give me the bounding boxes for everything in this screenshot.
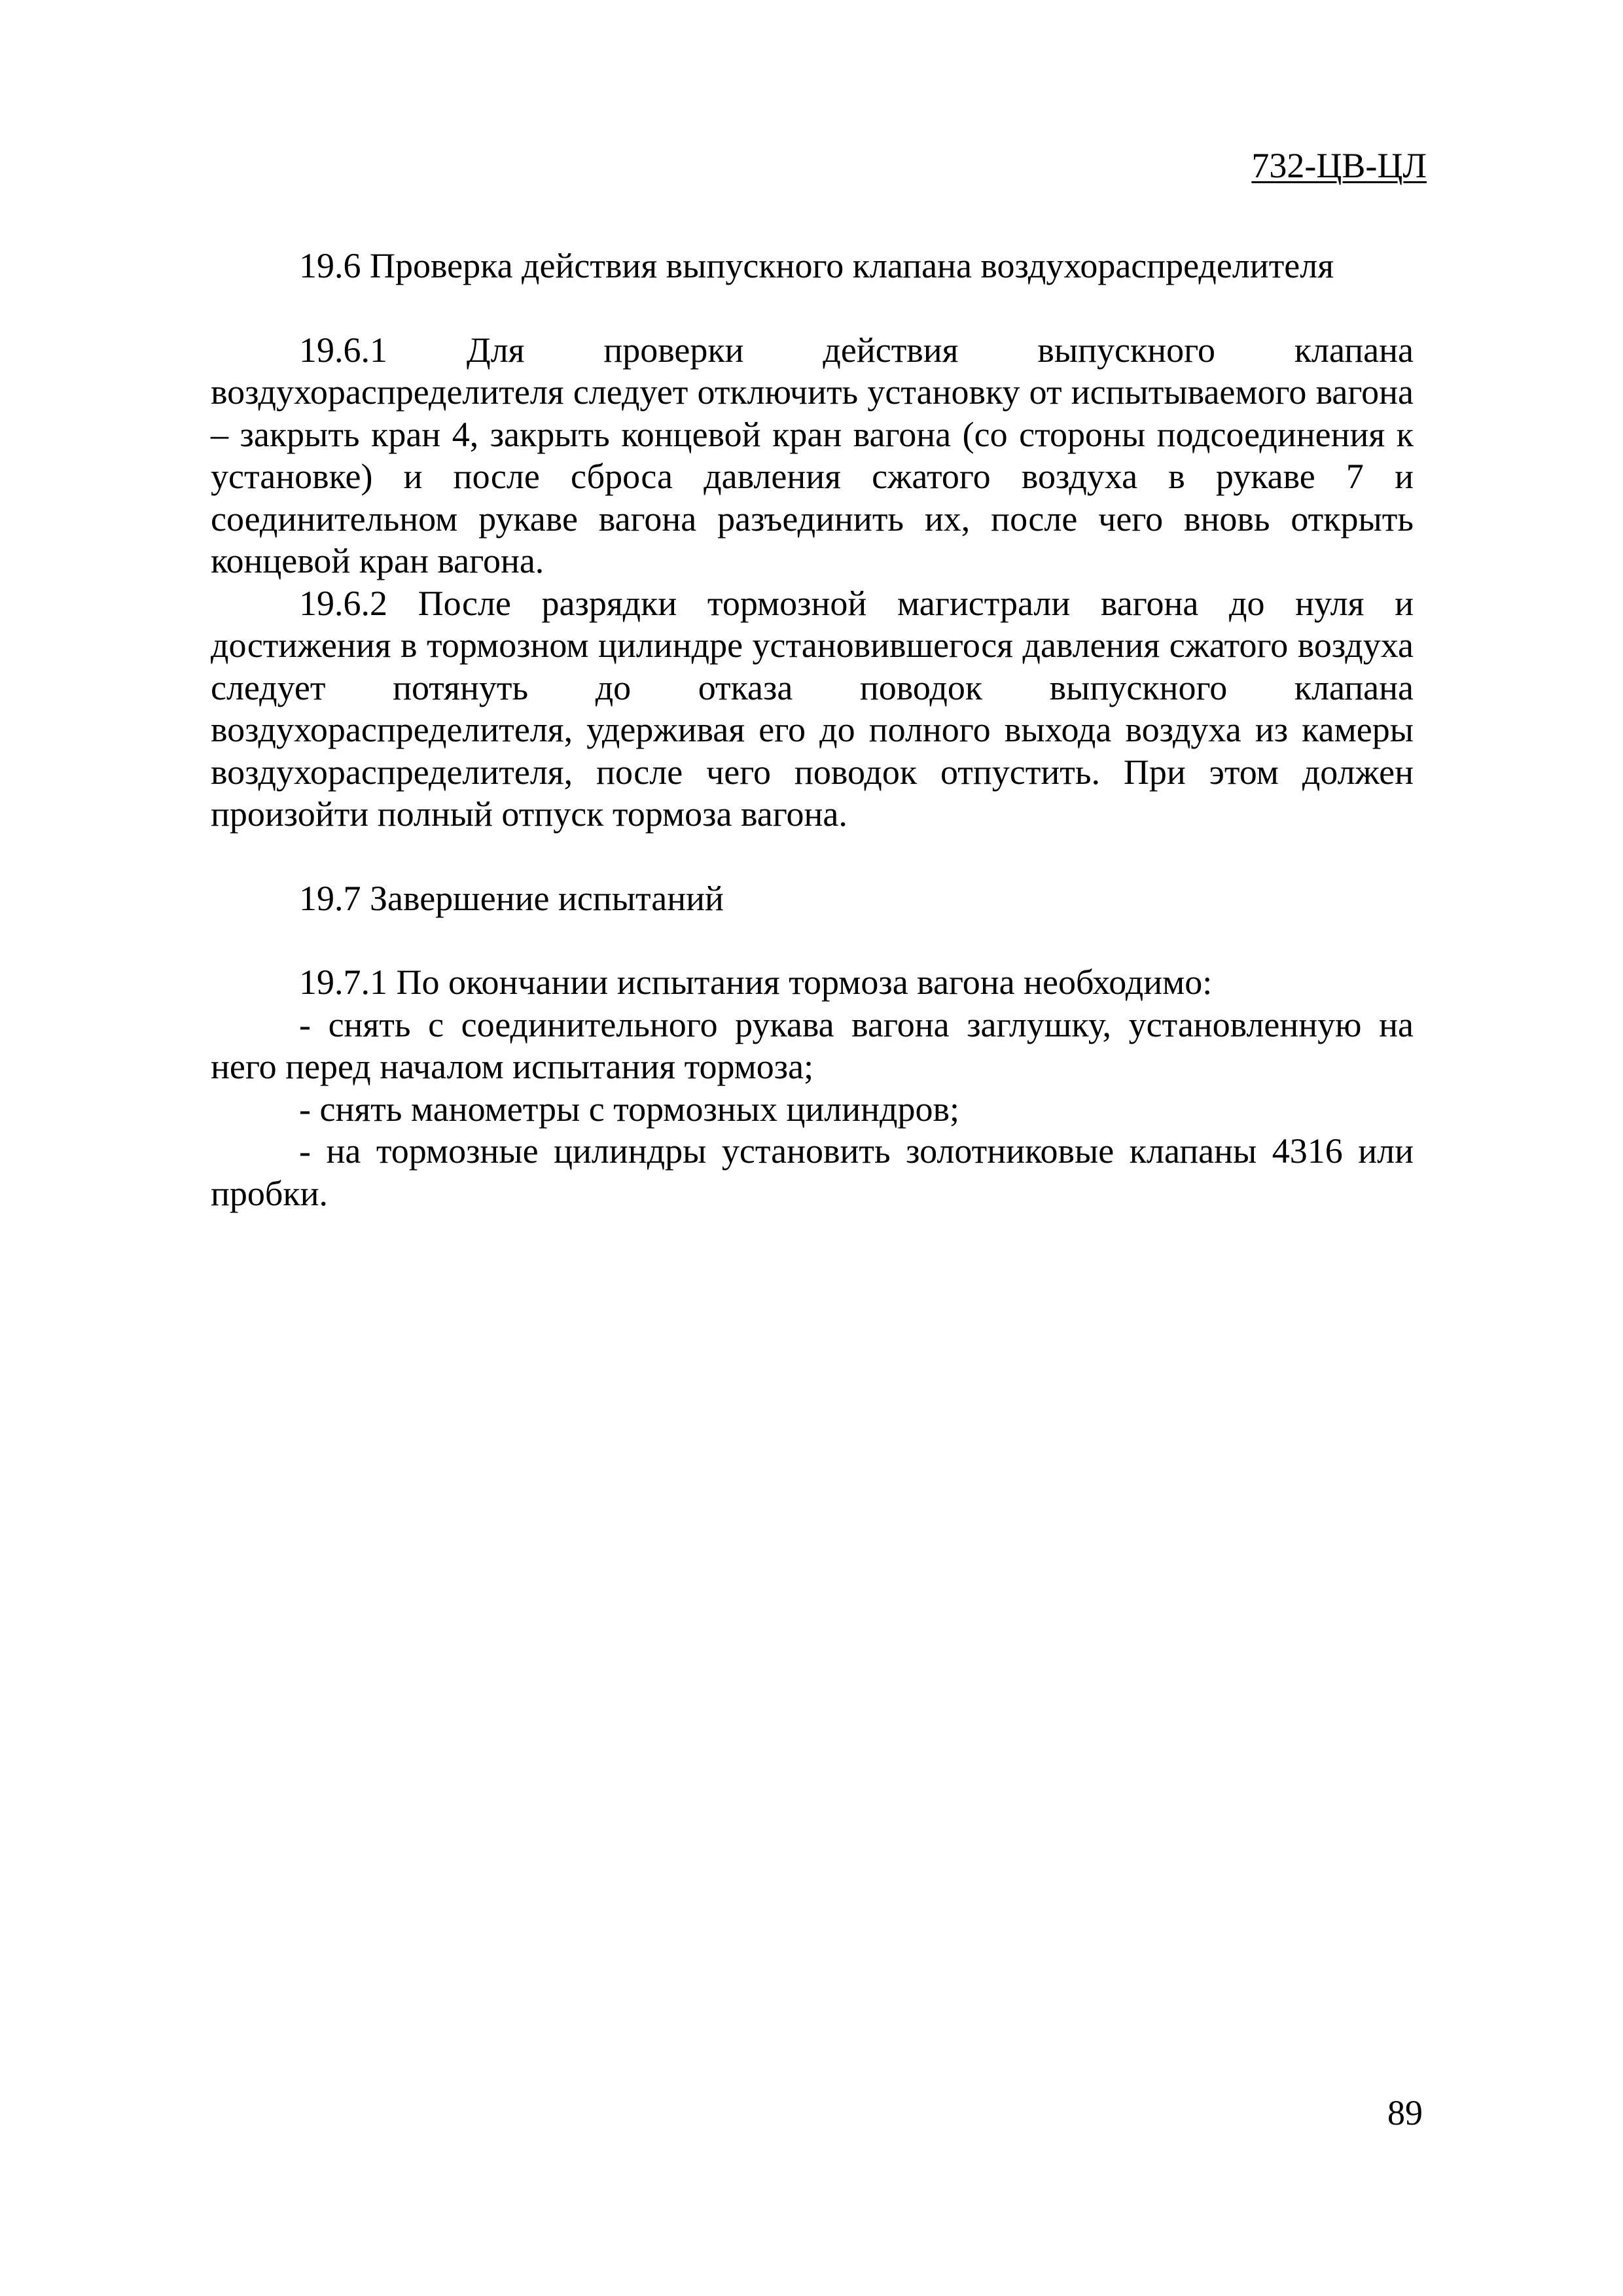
list-item: - снять манометры с тормозных цилиндров;: [299, 1089, 959, 1129]
page-number: 89: [1387, 2093, 1423, 2132]
document-code: 732-ЦВ-ЦЛ: [1251, 146, 1427, 185]
document-body: [211, 245, 1414, 1214]
paragraph-19-6-2: 19.6.2 После разрядки тормозной магистрали вагона до нуля и достижения в тормозном цилиндре установившегося давления сжатого воздуха следует потянуть до отказа поводок выпускного клапана воздухораспределителя, удерживая его до полного выхода воздуха из камеры воздухораспределителя, после чего поводок отпустить. При этом должен произойти полный отпуск тормоза вагона.: [211, 583, 1414, 834]
paragraph-19-7-1: 19.7.1 По окончании испытания тормоза вагона необходимо:: [299, 963, 1213, 1002]
paragraph-19-6-1: 19.6.1 Для проверки действия выпускного клапана воздухораспределителя следует отключить установку от испытываемого вагона – закрыть кран 4, закрыть концевой кран вагона (со стороны подсоединения к установке) и после сброса давления сжатого воздуха в рукаве 7 и соединительном рукаве вагона разъединить их, после чего вновь открыть концевой кран вагона.: [211, 330, 1414, 580]
list-item: - снять с соединительного рукава вагона заглушку, установленную на него перед началом испытания тормоза;: [211, 1004, 1414, 1086]
list-item: - на тормозные цилиндры установить золотниковые клапаны 4316 или пробки.: [211, 1131, 1414, 1213]
section-19-6-heading: 19.6 Проверка действия выпускного клапана воздухораспределителя: [299, 246, 1334, 285]
section-19-7-heading: 19.7 Завершение испытаний: [299, 878, 724, 918]
